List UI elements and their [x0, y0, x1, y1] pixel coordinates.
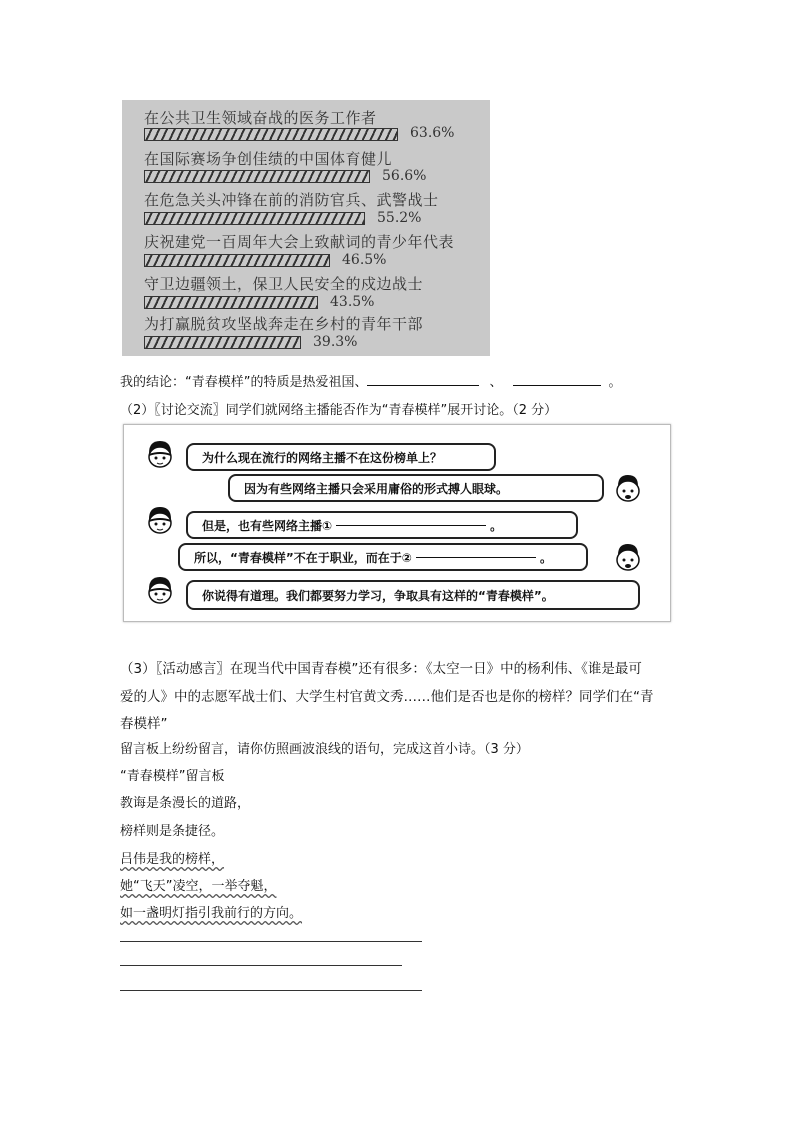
survey-bar-chart-image	[122, 100, 490, 356]
bubble-3-end: 。	[490, 518, 503, 533]
survey-bar	[144, 336, 301, 349]
survey-bar	[144, 128, 398, 141]
survey-label: 为打赢脱贫攻坚战奔走在乡村的青年干部	[144, 315, 424, 333]
conclusion-line	[120, 371, 622, 390]
dialogue-panel	[123, 424, 671, 622]
survey-bar	[144, 296, 318, 309]
survey-label: 在国际赛场争创佳绩的中国体育健儿	[144, 150, 393, 168]
speech-bubble-1: 为什么现在流行的网络主播不在这份榜单上？	[186, 443, 496, 471]
survey-percent: 46.5%	[342, 252, 387, 268]
question-2: （2）〖讨论交流〗同学们就网络主播能否作为“青春模样”展开讨论。（2 分）	[120, 403, 558, 418]
speech-bubble-2: 因为有些网络主播只会采用庸俗的形式搏人眼球。	[228, 474, 604, 502]
board-title: “青春模样”留言板	[120, 769, 225, 784]
survey-label: 庆祝建党一百周年大会上致献词的青少年代表	[144, 233, 455, 251]
q3-line-1: （3）〖活动感言〗在现当代中国青春模”还有很多：《太空一日》中的杨利伟、《谁是最可	[120, 661, 642, 677]
survey-bar	[144, 212, 365, 225]
survey-label: 在公共卫生领域奋战的医务工作者	[144, 109, 377, 127]
poem-wavy-line: 吕伟是我的榜样，	[120, 852, 225, 867]
bubble-3-text: 但是，也有些网络主播①	[202, 518, 333, 533]
bubble-4-text: 所以，“青春模样”不在于职业，而在于②	[194, 550, 412, 565]
survey-label: 在危急关头冲锋在前的消防官兵、武警战士	[144, 191, 439, 209]
speech-bubble-4	[178, 543, 588, 571]
survey-percent: 63.6%	[410, 125, 455, 141]
survey-bar	[144, 170, 370, 183]
answer-blank-4[interactable]	[416, 557, 536, 558]
conclusion-sep: 、	[489, 375, 503, 390]
survey-bar	[144, 254, 330, 267]
answer-blank-2[interactable]	[513, 385, 601, 386]
student-b-face-icon	[614, 542, 642, 572]
survey-percent: 39.3%	[313, 334, 358, 350]
poem-wavy-line: 如一盏明灯指引我前行的方向。	[120, 906, 303, 921]
student-a-face-icon	[146, 439, 174, 469]
bubble-4-end: 。	[539, 550, 552, 565]
answer-blank-1[interactable]	[367, 385, 479, 386]
q3-line-3: 春模样”	[120, 716, 168, 732]
student-b-face-icon	[614, 473, 642, 503]
student-a-face-icon	[146, 575, 174, 605]
q3-line-2: 爱的人》中的志愿军战士们、大学生村官黄文秀……他们是否也是你的榜样？同学们在“青	[120, 689, 654, 705]
student-a-face-icon	[146, 505, 174, 535]
q3-line-4: 留言板上纷纷留言，请你仿照画波浪线的语句，完成这首小诗。（3 分）	[120, 742, 529, 757]
answer-line[interactable]	[120, 941, 422, 942]
survey-label: 守卫边疆领土，保卫人民安全的戍边战士	[144, 275, 424, 293]
survey-percent: 55.2%	[377, 210, 422, 226]
answer-line[interactable]	[120, 990, 422, 991]
poem-line: 榜样则是条捷径。	[120, 824, 225, 839]
poem-line: 教诲是条漫长的道路，	[120, 796, 251, 811]
conclusion-end: 。	[608, 375, 622, 390]
survey-percent: 56.6%	[382, 168, 427, 184]
conclusion-text: 我的结论：“青春模样”的特质是热爱祖国、	[120, 375, 368, 390]
answer-line[interactable]	[120, 965, 402, 966]
survey-percent: 43.5%	[330, 294, 375, 310]
speech-bubble-3	[186, 511, 578, 539]
answer-blank-3[interactable]	[336, 525, 486, 526]
poem-wavy-line: 她“飞天”凌空，一举夺魁，	[120, 879, 277, 894]
speech-bubble-5: 你说得有道理。我们都要努力学习，争取具有这样的“青春模样”。	[186, 580, 640, 610]
